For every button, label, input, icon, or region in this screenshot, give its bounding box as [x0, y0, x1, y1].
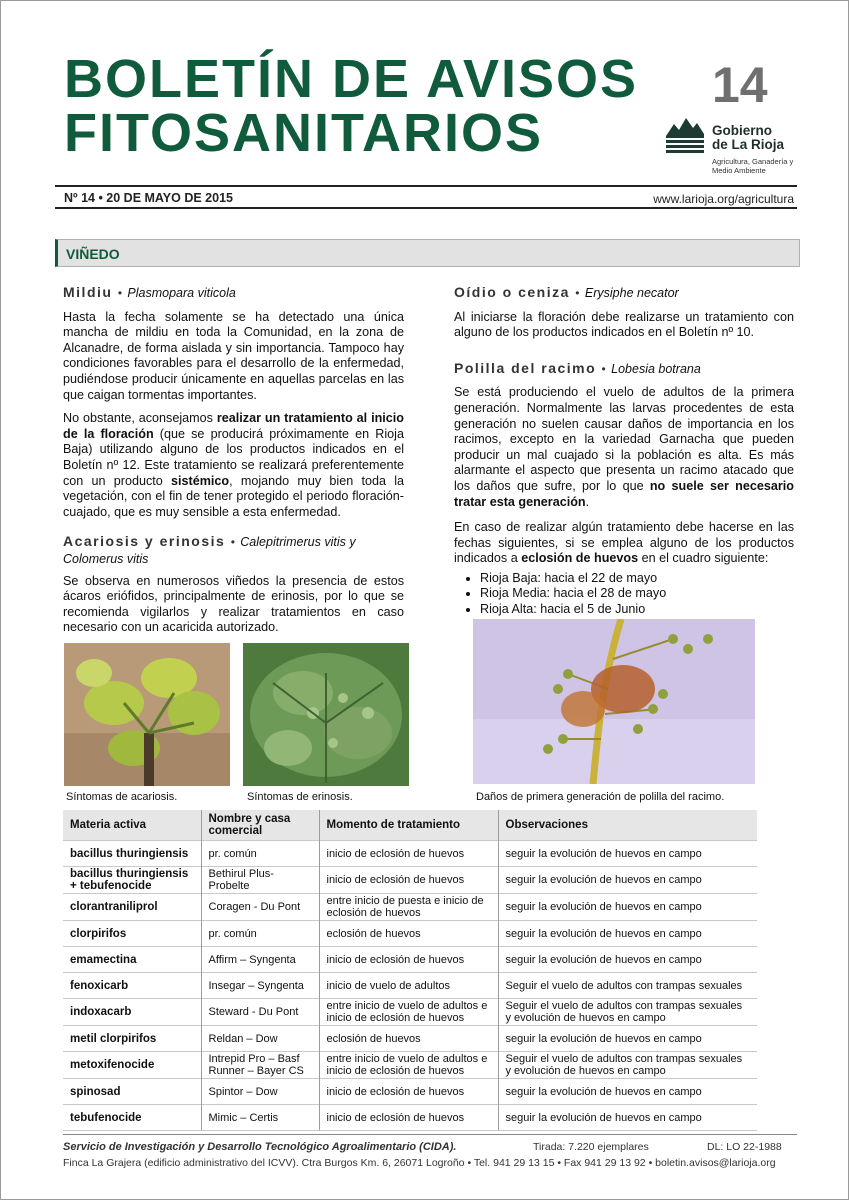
- cell-materia: indoxacarb: [63, 999, 201, 1026]
- cell-nombre: Bethirul Plus-Probelte: [201, 867, 319, 894]
- cell-materia: metoxifenocide: [63, 1052, 201, 1079]
- cell-momento: inicio de eclosión de huevos: [319, 841, 498, 867]
- section-title: VIÑEDO: [66, 246, 120, 262]
- acariosis-photo: [64, 643, 230, 786]
- section-bar: [55, 239, 800, 267]
- cell-materia: bacillus thuringiensis: [63, 841, 201, 867]
- caption-acariosis: Síntomas de acariosis.: [66, 791, 178, 803]
- cell-momento: inicio de eclosión de huevos: [319, 1079, 498, 1105]
- issue-date: Nº 14 • 20 DE MAYO DE 2015: [64, 191, 233, 205]
- cell-nombre: Affirm – Syngenta: [201, 947, 319, 973]
- cell-materia: spinosad: [63, 1079, 201, 1105]
- table-header-row: [63, 810, 757, 841]
- caption-polilla: Daños de primera generación de polilla del racimo.: [476, 791, 725, 803]
- cell-observaciones: seguir la evolución de huevos en campo: [498, 1079, 757, 1105]
- cell-materia: metil clorpirifos: [63, 1026, 201, 1052]
- cell-observaciones: Seguir el vuelo de adultos con trampas sexuales y evolución de huevos en campo: [498, 1052, 757, 1079]
- footer-tirada: Tirada: 7.220 ejemplares: [533, 1141, 649, 1153]
- website-link[interactable]: www.larioja.org/agricultura: [653, 192, 794, 206]
- col-header-observaciones: Observaciones: [498, 810, 757, 841]
- polilla-photo: [473, 619, 755, 784]
- table-row: [63, 841, 757, 867]
- bulletin-title: BOLETÍN DE AVISOS FITOSANITARIOS: [64, 49, 639, 163]
- rioja-emblem-icon: [666, 114, 704, 154]
- cell-materia: clorantraniliprol: [63, 894, 201, 921]
- cell-materia: fenoxicarb: [63, 973, 201, 999]
- oidio-heading: Oídio o ceniza • Erysiphe necator: [454, 284, 679, 300]
- cell-materia: bacillus thuringiensis + tebufenocide: [63, 867, 201, 894]
- gobierno-logo: Gobierno de La Rioja Agricultura, Ganadería y Medio Ambiente: [666, 114, 796, 184]
- cell-nombre: Mimic – Certis: [201, 1105, 319, 1131]
- cell-materia: tebufenocide: [63, 1105, 201, 1131]
- cell-observaciones: seguir la evolución de huevos en campo: [498, 841, 757, 867]
- treatment-dates: [454, 571, 794, 618]
- cell-momento: entre inicio de vuelo de adultos e inicio de eclosión de huevos: [319, 999, 498, 1026]
- cell-nombre: Steward - Du Pont: [201, 999, 319, 1026]
- cell-observaciones: seguir la evolución de huevos en campo: [498, 947, 757, 973]
- cell-nombre: Insegar – Syngenta: [201, 973, 319, 999]
- caption-erinosis: Síntomas de erinosis.: [247, 791, 353, 803]
- cell-momento: inicio de eclosión de huevos: [319, 867, 498, 894]
- footer-deposito-legal: DL: LO 22-1988: [707, 1141, 782, 1153]
- footer-rule: [63, 1134, 797, 1135]
- cell-nombre: Reldan – Dow: [201, 1026, 319, 1052]
- table-row: [63, 1052, 757, 1079]
- cell-materia: emamectina: [63, 947, 201, 973]
- cell-momento: inicio de eclosión de huevos: [319, 947, 498, 973]
- cell-momento: eclosión de huevos: [319, 921, 498, 947]
- header-rule-bottom: [55, 207, 797, 209]
- col-header-nombre: Nombre y casa comercial: [201, 810, 319, 841]
- col-header-momento: Momento de tratamiento: [319, 810, 498, 841]
- cell-materia: clorpirifos: [63, 921, 201, 947]
- table-row: [63, 999, 757, 1026]
- table-row: [63, 894, 757, 921]
- cell-nombre: pr. común: [201, 841, 319, 867]
- erinosis-photo: [243, 643, 409, 786]
- cell-observaciones: Seguir el vuelo de adultos con trampas sexuales: [498, 973, 757, 999]
- table-row: [63, 947, 757, 973]
- table-row: [63, 973, 757, 999]
- cell-observaciones: seguir la evolución de huevos en campo: [498, 1105, 757, 1131]
- cell-nombre: Spintor – Dow: [201, 1079, 319, 1105]
- cell-observaciones: seguir la evolución de huevos en campo: [498, 1026, 757, 1052]
- date-rioja-baja: • Rioja Baja: hacia el 22 de mayo: [480, 571, 794, 587]
- cell-nombre: Coragen - Du Pont: [201, 894, 319, 921]
- cell-momento: entre inicio de puesta e inicio de eclosión de huevos: [319, 894, 498, 921]
- cell-nombre: pr. común: [201, 921, 319, 947]
- issue-number: 14: [712, 57, 768, 113]
- mildiu-paragraph-1: Hasta la fecha solamente se ha detectado una única mancha de mildiu en toda la Comunidad, en la zona de Alcanadre, de forma aislada y sin importancia. Tampoco hay condiciones favorables para el desarrollo de la enfermedad, pudiéndose producir únicamente en aquellas parcelas en las que caigan tormentas importantes.: [63, 309, 404, 402]
- left-column: [63, 285, 404, 644]
- table-row: [63, 1105, 757, 1131]
- right-column: [454, 285, 794, 617]
- footer-address: Finca La Grajera (edificio administrativo del ICVV). Ctra Burgos Km. 6, 26071 Logroño • Tel. 941 29 13 15 • Fax 941 29 13 92 • boletin.avisos@larioja.org: [63, 1157, 776, 1169]
- header-rule-top: [55, 185, 797, 187]
- polilla-paragraph-1: Se está produciendo el vuelo de adultos de la primera generación. Normalmente las larvas procedentes de esta generación no suelen causar daños de importancia en los racimos, excepto en la variedad Garnacha que pueden producir un mal cuajado si la población es alta. Es más alarmante el aspecto que presenta un racimo atacado que los daños que sufre, por lo que no suele ser necesario tratar esta generación.: [454, 385, 794, 509]
- date-rioja-media: • Rioja Media: hacia el 28 de mayo: [480, 586, 794, 602]
- date-rioja-alta: • Rioja Alta: hacia el 5 de Junio: [480, 602, 794, 618]
- table-row: [63, 1079, 757, 1105]
- cell-momento: entre inicio de vuelo de adultos e inicio de eclosión de huevos: [319, 1052, 498, 1079]
- acariosis-heading: Acariosis y erinosis • Calepitrimerus vitis y Colomerus vitis: [63, 533, 356, 566]
- footer-institution: Servicio de Investigación y Desarrollo Tecnológico Agroalimentario (CIDA).: [63, 1141, 457, 1153]
- polilla-heading: Polilla del racimo • Lobesia botrana: [454, 359, 701, 376]
- oidio-paragraph: Al iniciarse la floración debe realizarse un tratamiento con alguno de los productos indicados en el Boletín nº 10.: [454, 309, 794, 340]
- cell-momento: eclosión de huevos: [319, 1026, 498, 1052]
- cell-momento: inicio de eclosión de huevos: [319, 1105, 498, 1131]
- cell-observaciones: seguir la evolución de huevos en campo: [498, 894, 757, 921]
- mildiu-paragraph-2: No obstante, aconsejamos realizar un tratamiento al inicio de la floración (que se producirá próximamente en Rioja Baja) utilizando alguno de los productos indicados en el Boletín nº 12. Este tratamiento se realizará preferentemente con un producto sistémico, mojando muy bien toda la vegetación, con el fin de tener protegido el periodo floración-cuajado, que es muy sensible a esta enfermedad.: [63, 411, 404, 519]
- col-header-materia: Materia activa: [63, 810, 201, 841]
- treatment-table: [63, 810, 757, 1131]
- table-row: [63, 1026, 757, 1052]
- table-row: [63, 921, 757, 947]
- cell-observaciones: Seguir el vuelo de adultos con trampas sexuales y evolución de huevos en campo: [498, 999, 757, 1026]
- acariosis-paragraph: Se observa en numerosos viñedos la presencia de estos ácaros eriófidos, principalmente de erinosis, por lo que se recomienda vigilarlos y realizar tratamientos en caso necesario con un acaricida autorizado.: [63, 573, 404, 635]
- cell-momento: inicio de vuelo de adultos: [319, 973, 498, 999]
- polilla-paragraph-2: En caso de realizar algún tratamiento debe hacerse en las fechas siguientes, si se emplea alguno de los productos indicados a eclosión de huevos en el cuadro siguiente:: [454, 520, 794, 566]
- table-row: [63, 867, 757, 894]
- mildiu-heading: Mildiu • Plasmopara viticola: [63, 284, 236, 300]
- cell-observaciones: seguir la evolución de huevos en campo: [498, 867, 757, 894]
- cell-nombre: Intrepid Pro – Basf Runner – Bayer CS: [201, 1052, 319, 1079]
- cell-observaciones: seguir la evolución de huevos en campo: [498, 921, 757, 947]
